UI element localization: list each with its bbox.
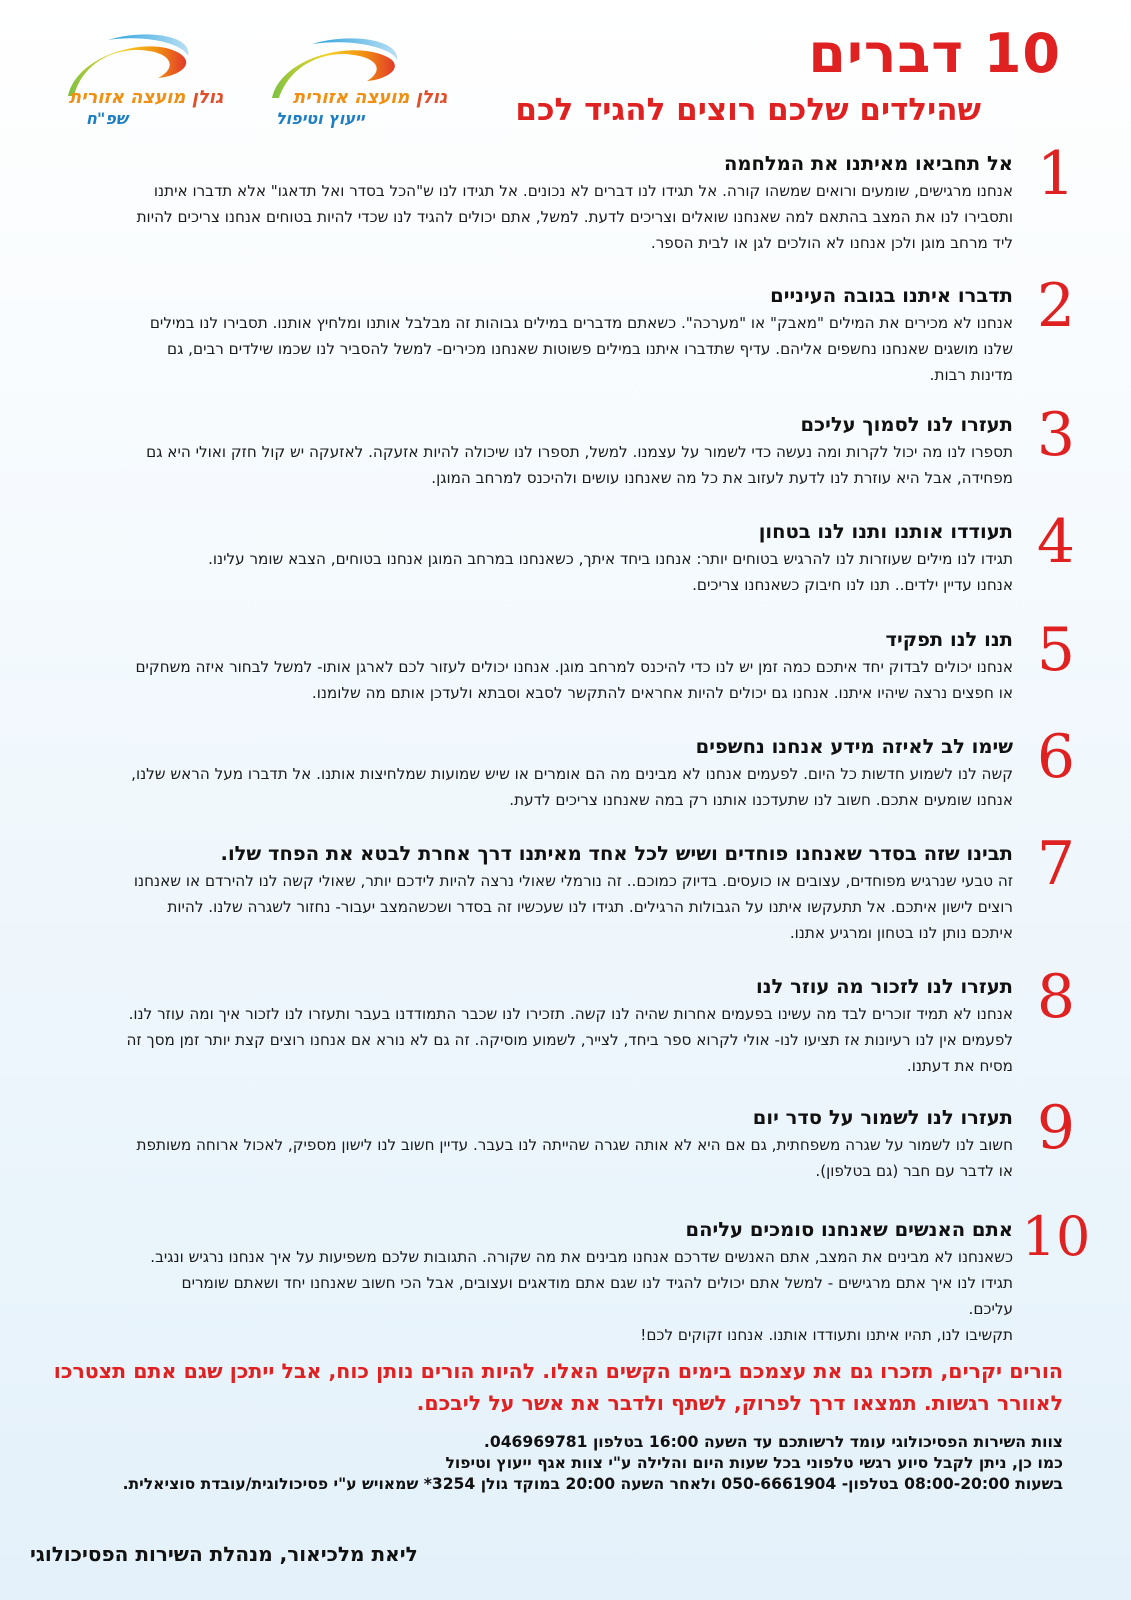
list-item-6 <box>33 722 1091 855</box>
item-number: 3 <box>1036 400 1076 470</box>
list-item-1 <box>33 139 1091 272</box>
item-line: אנחנו לא מכירים את המילים "מאבק" או "מערכה". כשאתם מדברים במילים גבוהות זה מבלבל אותנו ומלחיץ אותנו. תסבירו לנו במילים <box>149 314 1013 332</box>
item-number: 7 <box>1036 829 1076 899</box>
item-line: מסיח את דעתנו. <box>906 1057 1013 1075</box>
item-line: או לדבר עם חבר (גם בטלפון). <box>815 1162 1013 1180</box>
page-title: 10 דברים <box>808 22 1061 85</box>
list-item-3 <box>33 400 1091 533</box>
item-line: ליד מרחב מוגן ולכן אנחנו לא הולכים לגן או לבית הספר. <box>650 234 1013 252</box>
item-line: תגידו לנו איך אתם מרגישים - למשל אתם יכולים להגיד לנו שגם אתם מודאגים ועצובים, אבל הכי חשוב שאנחנו יחד ושאתם שומרים <box>181 1274 1013 1292</box>
item-line: אנחנו לא תמיד זוכרים לבד מה עשינו בפעמים אחרות שהיה לנו קשה. תזכירו לנו שכבר התמודדנו בעבר ותעזרו לנו לזכור איך ומה עוזר לנו. <box>128 1005 1013 1023</box>
list-item-9 <box>33 1093 1091 1226</box>
closing-line: לאוורר רגשות. תמצאו דרך לפרוק, לשתף ולדבר את אשר על ליבכם. <box>416 1391 1063 1415</box>
item-body <box>0 439 1013 491</box>
item-title: שימו לב לאיזה מידע אנחנו נחשפים <box>695 735 1013 758</box>
item-line: זה טבעי שנרגיש מפוחדים, עצובים או כועסים. בדיוק כמוכם.. זה נורמלי שאולי נרצה להיות לידכם יותר, שאולי קשה לנו להירדם או שאנחנו <box>133 872 1013 890</box>
item-line: רוצים לישון איתכם. אל תתעקשו איתנו על הגבולות הרגילים. תגידו לנו שעכשיו זה בסדר ושכשהמצב יעבור- נחזור לשגרה שלנו. להיות <box>167 898 1013 916</box>
item-line: חשוב לנו לשמור על שגרה משפחתית, גם אם היא לא אותה שגרה שהייתה לנו בעבר. עדיין חשוב לנו לישון מספיק, לאכול ארוחה משותפת <box>136 1136 1013 1154</box>
page-subtitle: שהילדים שלכם רוצים להגיד לכם <box>515 92 981 128</box>
item-number: 9 <box>1036 1093 1076 1163</box>
logo-text <box>232 87 447 108</box>
item-line: או חפצים נרצה שיהיו איתנו. אנחנו גם יכולים להיות אחראים להתקשר לסבא וסבתא ולעדכן אותם מה שלומנו. <box>311 684 1013 702</box>
logo-dept-text: ייעוץ וטיפול <box>276 109 365 128</box>
item-body <box>0 1244 1013 1348</box>
item-title: אל תחביאו מאיתנו את המלחמה <box>723 152 1013 175</box>
item-number: 2 <box>1036 271 1076 341</box>
item-line: תספרו לנו מה יכול לקרות ומה נעשה כדי לשמור על עצמנו. למשל, תספרו לנו שיכולה להיות אזעקה. לאזעקה יש קול חזק ואולי היא גם <box>146 443 1013 461</box>
item-title: תעזרו לנו לסמוך עליכם <box>800 413 1013 436</box>
item-title: תנו לנו תפקיד <box>885 628 1013 651</box>
item-line: כשאנחנו לא מבינים את המצב, אתם האנשים שדרכם אנחנו מבינים את מה שקורה. התגובות שלכם משפיעות על איך אנחנו נרגיש ונגיב. <box>150 1248 1013 1266</box>
item-body <box>0 1132 1013 1184</box>
list-item-8 <box>33 962 1091 1095</box>
item-body <box>0 761 1013 813</box>
item-line: אנחנו יכולים לבדוק יחד איתכם כמה זמן יש לנו כדי להיכנס למרחב מוגן. אנחנו יכולים לעזור לכם לארגן אותו- למשל לבחור איזה משחקים <box>135 658 1013 676</box>
item-number: 1 <box>1036 139 1076 209</box>
item-number: 8 <box>1036 962 1076 1032</box>
item-body <box>0 654 1013 706</box>
item-body <box>0 1001 1013 1079</box>
contact-line: כמו כן, ניתן לקבל סיוע רגשי טלפוני בכל שעות היום והלילה ע"י צוות אגף ייעוץ וטיפול <box>445 1454 1063 1472</box>
council-logo-counseling <box>232 26 447 136</box>
item-title: תעודדו אותנו ותנו לנו בטחון <box>758 520 1013 543</box>
closing-line: הורים יקרים, תזכרו גם את עצמכם בימים הקשים האלו. להיות הורים נותן כוח, אבל ייתכן שגם אתם תצטרכו <box>53 1359 1063 1383</box>
item-line: איתכם נותן לנו בטחון ומרגיע אתנו. <box>789 924 1013 942</box>
contact-line: צוות השירות הפסיכולוגי עומד לרשותכם עד השעה 16:00 בטלפון 046969781. <box>483 1433 1063 1451</box>
item-line: שלנו מושגים שאנחנו נחשפים אליהם. עדיף שתדברו איתנו במילים פשוטות שאנחנו מכירים- למשל להסביר לנו שכמו שילדים רבים, גם <box>167 340 1013 358</box>
logo-council-text: מועצה אזורית <box>68 87 186 108</box>
item-number: 4 <box>1036 507 1076 577</box>
item-line: אנחנו שומעים אתכם. חשוב לנו שתעדכנו אותנו רק במה שאנחנו צריכים לדעת. <box>509 791 1013 809</box>
council-logo-shpach <box>8 26 223 136</box>
item-title: תבינו שזה בסדר שאנחנו פוחדים ושיש לכל אחד מאיתנו דרך אחרת לבטא את הפחד שלו. <box>220 842 1013 865</box>
list-item-7 <box>33 829 1091 962</box>
logo-dept-text: שפ"ח <box>86 109 128 128</box>
item-line: קשה לנו לשמוע חדשות כל היום. לפעמים אנחנו לא מבינים מה הם אומרים או שיש שמועות שמלחיצות אותנו. אל תדברו מעל הראש שלנו, <box>131 765 1013 783</box>
item-line: מדינות רבות. <box>929 366 1013 384</box>
item-line: ותסבירו לנו את המצב בהתאם למה שאנחנו שואלים וצריכים לדעת. למשל, אתם יכולים להגיד לנו שכדי להיות בטוחים אנחנו צריכים להיות <box>136 208 1013 226</box>
item-body <box>0 546 1013 598</box>
item-line: תקשיבו לנו, תהיו איתנו ותעודדו אותנו. אנחנו זקוקים לכם! <box>640 1326 1013 1344</box>
item-title: תדברו איתנו בגובה העיניים <box>770 284 1013 307</box>
item-body <box>0 310 1013 388</box>
item-line: מפחידה, אבל היא עוזרת לנו לדעת לעזוב את כל מה שאנחנו עושים ולהיכנס למרחב המוגן. <box>431 469 1013 487</box>
item-number: 6 <box>1036 722 1076 792</box>
contact-info <box>13 1432 1063 1495</box>
item-line: עליכם. <box>968 1300 1013 1318</box>
item-body <box>0 868 1013 946</box>
item-body <box>0 178 1013 256</box>
list-item-5 <box>33 615 1091 748</box>
logo-golan-text: גולן <box>191 87 223 108</box>
item-title: תעזרו לנו לשמור על סדר יום <box>752 1106 1013 1129</box>
item-line: אנחנו מרגישים, שומעים ורואים שמשהו קורה. אל תגידו לנו דברים לא נכונים. אל תגידו לנו ש"הכל בסדר ואל תדאגו" אלא תדברו איתנו <box>153 182 1013 200</box>
list-item-2 <box>33 271 1091 404</box>
item-number: 10 <box>1021 1205 1091 1268</box>
signature: ליאת מלכיאור, מנהלת השירות הפסיכולוגי <box>30 1542 418 1566</box>
parents-closing-message <box>13 1355 1063 1419</box>
logo-text <box>8 87 223 108</box>
item-title: אתם האנשים שאנחנו סומכים עליהם <box>685 1218 1013 1241</box>
list-item-10 <box>33 1205 1091 1344</box>
item-title: תעזרו לנו לזכור מה עוזר לנו <box>756 975 1013 998</box>
logo-council-text: מועצה אזורית <box>292 87 410 108</box>
item-number: 5 <box>1036 615 1076 685</box>
item-line: לפעמים אין לנו רעיונות אז תציעו לנו- אולי לקרוא ספר ביחד, לצייר, לשמוע מוסיקה. זה גם לא נורא אם אנחנו רוצים קצת יותר זמן מסך זה <box>126 1031 1013 1049</box>
contact-line: בשעות 08:00-20:00 בטלפון- 050-6661904 ולאחר השעה 20:00 במוקד גולן 3254* שמאויש ע"י פסיכולוגית/עובדת סוציאלית. <box>122 1475 1063 1493</box>
logo-golan-text: גולן <box>415 87 447 108</box>
item-line: אנחנו עדיין ילדים.. תנו לנו חיבוק כשאנחנו צריכים. <box>692 576 1013 594</box>
list-item-4 <box>33 507 1091 640</box>
item-line: תגידו לנו מילים שעוזרות לנו להרגיש בטוחים יותר: אנחנו ביחד איתך, כשאנחנו במרחב המוגן אנחנו בטוחים, הצבא שומר עלינו. <box>208 550 1013 568</box>
